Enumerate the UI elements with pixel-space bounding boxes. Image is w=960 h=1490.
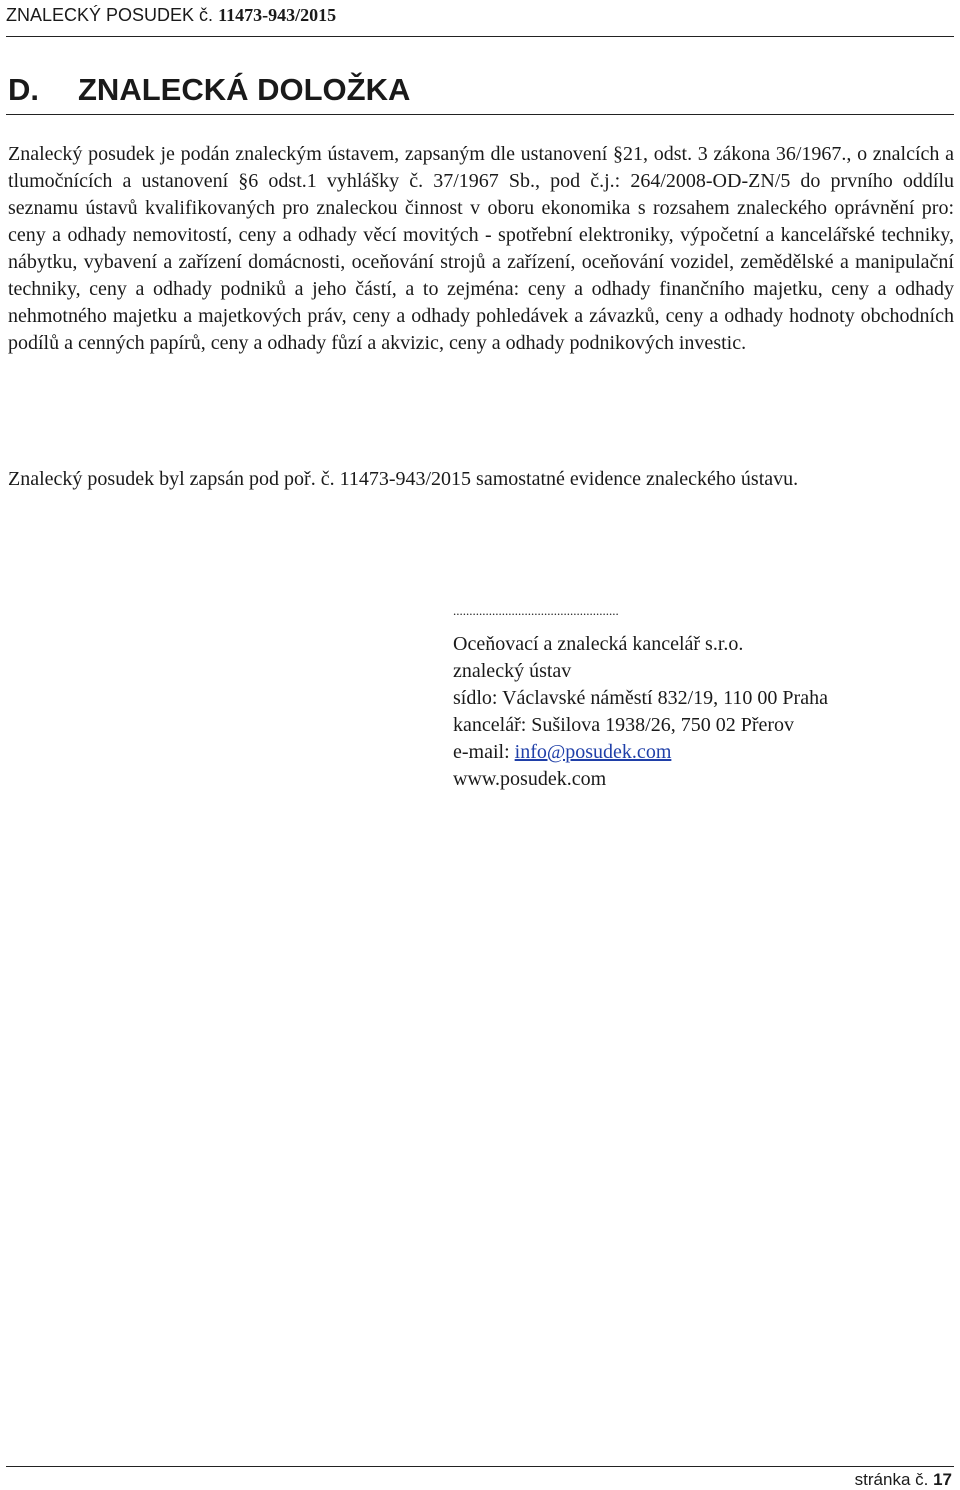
section-title: ZNALECKÁ DOLOŽKA	[78, 72, 411, 107]
office-address: kancelář: Sušilova 1938/26, 750 02 Přerov	[453, 714, 795, 736]
page-header	[6, 4, 954, 26]
header-report-number: 11473-943/2015	[218, 5, 337, 25]
seat-address: sídlo: Václavské náměstí 832/19, 110 00 Praha	[453, 687, 828, 709]
page-label: stránka č.	[854, 1470, 934, 1489]
footer-divider	[6, 1466, 954, 1467]
page-footer	[855, 1470, 952, 1490]
company-name: Oceňovací a znalecká kancelář s.r.o.	[453, 633, 744, 655]
section-letter: D.	[8, 72, 39, 107]
email-label: e-mail:	[453, 741, 515, 763]
signature-line: ...................................................	[453, 603, 619, 618]
header-label: ZNALECKÝ POSUDEK č.	[6, 5, 219, 25]
header-divider	[6, 36, 954, 37]
email-line	[453, 739, 828, 766]
page-number: 17	[933, 1470, 952, 1489]
website: www.posudek.com	[453, 768, 607, 790]
registration-paragraph: Znalecký posudek byl zapsán pod poř. č. 11473-943/2015 samostatné evidence znaleckého ústavu.	[8, 468, 799, 490]
section-divider	[6, 114, 954, 115]
section-heading	[8, 70, 410, 110]
email-link[interactable]: info@posudek.com	[514, 741, 672, 763]
institute-type: znalecký ústav	[453, 660, 572, 682]
signature-block	[453, 604, 828, 793]
expert-clause-paragraph: Znalecký posudek je podán znaleckým ústavem, zapsaným dle ustanovení §21, odst. 3 zákona 36/1967., o znalcích a tlumočnících a ustanovení §6 odst.1 vyhlášky č. 37/1967 Sb., pod č.j.: 264/2008-OD-ZN/5 do prvního oddílu seznamu ústavů kvalifikovaných pro znaleckou činnost v oboru ekonomika s rozsahem znaleckého oprávnění pro: ceny a odhady nemovitostí, ceny a odhady věcí movitých - spotřební elektroniky, výpočetní a kancelářské techniky, nábytku, vybavení a zařízení domácnosti, oceňování strojů a zařízení, oceňování vozidel, zemědělské a manipulační techniky, ceny a odhady podniků a jeho částí, a to zejména: ceny a odhady finančního majetku, ceny a odhady nehmotného majetku a majetkových práv, ceny a odhady pohledávek a závazků, ceny a odhady hodnoty obchodních podílů a cenných papírů, ceny a odhady fůzí a akvizic, ceny a odhady podnikových investic.	[8, 143, 954, 354]
